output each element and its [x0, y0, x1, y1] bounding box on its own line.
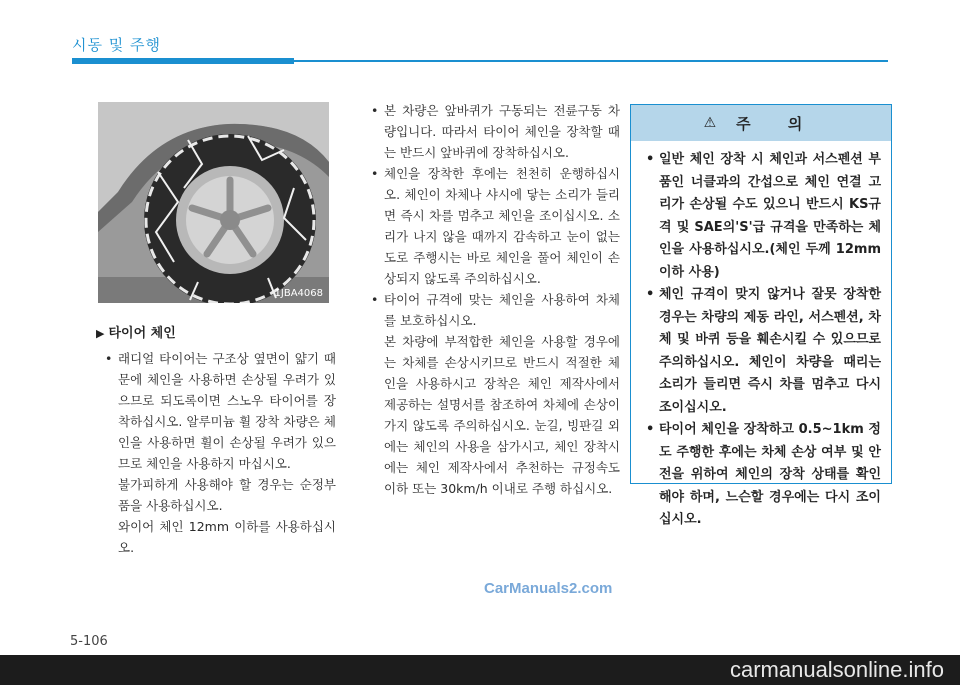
left-column-text: [104, 348, 336, 558]
caution-header: [631, 105, 891, 141]
page-number: 5-106: [70, 634, 108, 649]
figure-code: 1JBA4068: [274, 288, 323, 299]
list-item: • 타이어 체인을 장착하고 0.5~1km 정도 주행한 후에는 차체 손상 여부 및 안전을 위하여 체인의 장착 상태를 확인해야 하며, 느슨할 경우에는 다시 조이십시오.: [645, 419, 881, 532]
header-bar-thin: [294, 60, 888, 62]
footer-bar: [0, 655, 960, 685]
caution-title: 주 의: [736, 114, 819, 133]
list-item: • 체인을 장착한 후에는 천천히 운행하십시오. 체인이 차체나 샤시에 닿는 소리가 들리면 즉시 차를 멈추고 체인을 조이십시오. 소리가 나지 않을 때까지 감속하고 눈이 없는 도로 주행시는 바로 체인을 풀어 체인이 손상되지 않도록 주의하십시오.: [370, 163, 620, 289]
middle-column-text: [370, 100, 620, 499]
section-title: 시동 및 주행: [72, 36, 161, 54]
caution-box: [630, 104, 892, 527]
header-bar-thick: [72, 58, 294, 64]
list-note: 본 차량에 부적합한 체인을 사용할 경우에는 차체를 손상시키므로 반드시 적절한 체인을 사용하시고 장착은 체인 제작사에서 제공하는 설명서를 참조하여 차체에 손상이 가지 않도록 주의하십시오. 눈길, 빙판길 외에는 체인의 사용을 삼가시고, 체인 장착시에는 체인 제작사에서 추천하는 규정속도 이하 또는 30km/h 이내로 주행 하십시오.: [384, 334, 620, 496]
list-item: • 본 차량은 앞바퀴가 구동되는 전륜구동 차량입니다. 따라서 타이어 체인을 장착할 때는 반드시 앞바퀴에 장착하십시오.: [370, 100, 620, 163]
warning-triangle-icon: ⚠: [703, 115, 717, 131]
footer-site-link[interactable]: carmanualsonline.info: [729, 657, 944, 682]
list-item: • 래디얼 타이어는 구조상 옆면이 얇기 때문에 체인을 사용하면 손상될 우려가 있으므로 되도록이면 스노우 타이어를 장착하십시오. 알루미늄 휠 장착 차량은 체인을 사용하면 휠이 손상될 우려가 있으므로 체인을 사용하지 마십시오.: [104, 348, 336, 474]
watermark: CarManuals2.com: [484, 580, 613, 597]
caution-body: [631, 141, 891, 532]
list-item: • 타이어 규격에 맞는 체인을 사용하여 차체를 보호하십시오.: [370, 289, 620, 331]
list-note: 와이어 체인 12mm 이하를 사용하십시오.: [118, 519, 336, 555]
subsection-heading-text: 타이어 체인: [108, 326, 176, 341]
tire-with-snow-chain-illustration: [98, 102, 329, 303]
subsection-heading: [96, 322, 176, 341]
tire-chain-photo: [98, 102, 329, 303]
list-item: • 일반 체인 장착 시 체인과 서스펜션 부품인 너클과의 간섭으로 체인 연결 고리가 손상될 수도 있으니 반드시 KS규격 및 SAE의'S'급 규격을 만족하는 체인을 사용하십시오.(체인 두께 12mm 이하 사용): [645, 149, 881, 284]
list-note: 불가피하게 사용해야 할 경우는 순정부품을 사용하십시오.: [118, 477, 336, 513]
triangle-right-icon: ▶: [96, 327, 105, 340]
list-item: • 체인 규격이 맞지 않거나 잘못 장착한 경우는 차량의 제동 라인, 서스펜션, 차체 및 바퀴 등을 훼손시킬 수 있으므로 주의하십시오. 체인이 차량을 때리는 소리가 들리면 즉시 차를 멈추고 다시 조이십시오.: [645, 284, 881, 419]
